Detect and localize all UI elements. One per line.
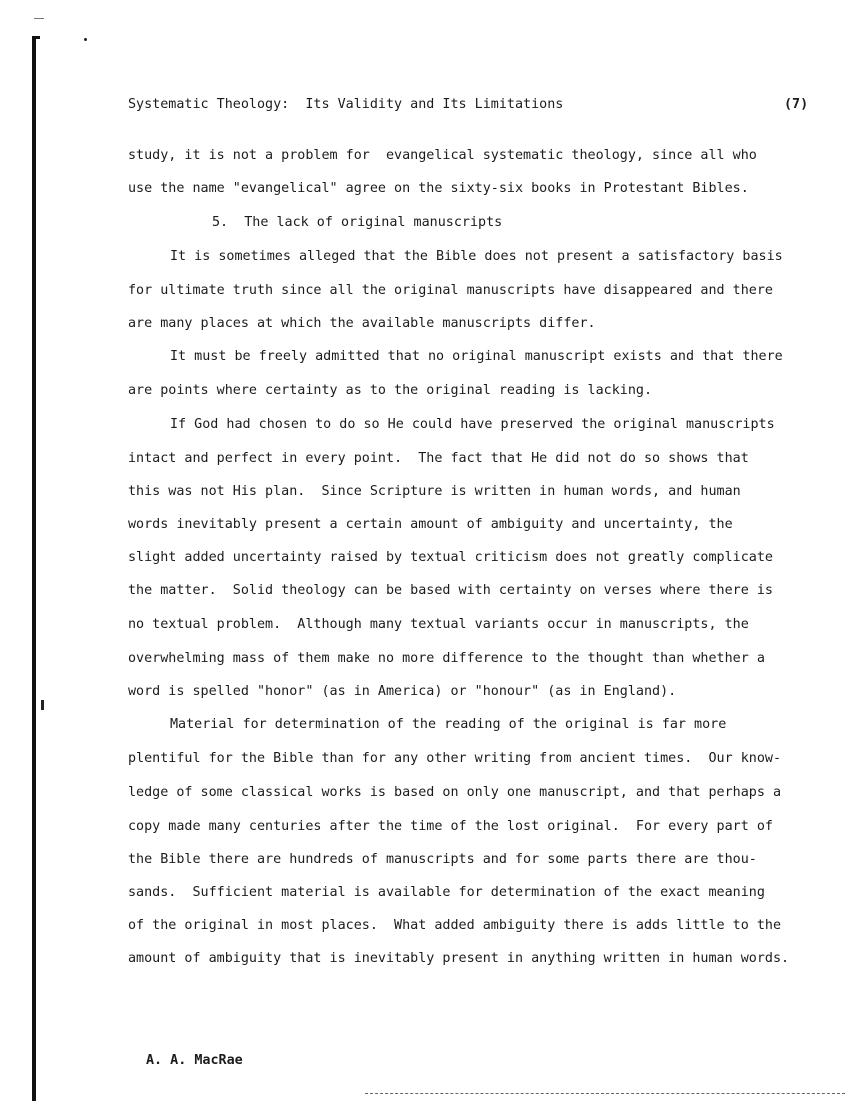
running-title: Systematic Theology: Its Validity and Its Limitations (128, 97, 564, 112)
body-line: sands. Sufficient material is available for determination of the exact meaning (128, 885, 765, 900)
body-line: intact and perfect in every point. The fact that He did not do so shows that (128, 451, 749, 466)
body-line: amount of ambiguity that is inevitably present in anything written in human words. (128, 951, 790, 966)
section-heading: 5. The lack of original manuscripts (212, 215, 503, 230)
body-line: It is sometimes alleged that the Bible does not present a satisfactory basis (170, 249, 783, 264)
body-line: study, it is not a problem for evangelical systematic theology, since all who (128, 148, 757, 163)
body-line: of the original in most places. What added ambiguity there is adds little to the (128, 918, 782, 933)
body-line: no textual problem. Although many textual variants occur in manuscripts, the (128, 617, 749, 632)
bottom-rule-line (365, 1093, 845, 1094)
scan-mark-left (41, 700, 44, 710)
body-line: are many places at which the available manuscripts differ. (128, 316, 596, 331)
body-line: plentiful for the Bible than for any other writing from ancient times. Our know- (128, 751, 782, 766)
scan-speck (84, 38, 87, 41)
body-line: It must be freely admitted that no original manuscript exists and that there (170, 349, 783, 364)
body-line: the matter. Solid theology can be based with certainty on verses where there is (128, 583, 773, 598)
body-line: are points where certainty as to the original reading is lacking. (128, 383, 653, 398)
body-line: use the name "evangelical" agree on the sixty-six books in Protestant Bibles. (128, 181, 749, 196)
body-line: words inevitably present a certain amount of ambiguity and uncertainty, the (128, 517, 733, 532)
body-line: the Bible there are hundreds of manuscripts and for some parts there are thou- (128, 852, 757, 867)
body-line: this was not His plan. Since Scripture is written in human words, and human (128, 484, 741, 499)
binding-edge-line (32, 38, 36, 1101)
body-line: overwhelming mass of them make no more difference to the thought than whether a (128, 651, 765, 666)
author-name: A. A. MacRae (146, 1053, 243, 1068)
body-line: slight added uncertainty raised by textual criticism does not greatly complicate (128, 550, 773, 565)
body-line: for ultimate truth since all the original manuscripts have disappeared and there (128, 283, 773, 298)
scan-mark-top (34, 18, 44, 19)
body-line: If God had chosen to do so He could have preserved the original manuscripts (170, 417, 775, 432)
body-line: Material for determination of the reading of the original is far more (170, 717, 727, 732)
body-line: ledge of some classical works is based on only one manuscript, and that perhaps a (128, 785, 782, 800)
body-line: copy made many centuries after the time of the lost original. For every part of (128, 819, 773, 834)
page-number: (7) (784, 97, 809, 112)
body-line: word is spelled "honor" (as in America) or "honour" (as in England). (128, 684, 677, 699)
